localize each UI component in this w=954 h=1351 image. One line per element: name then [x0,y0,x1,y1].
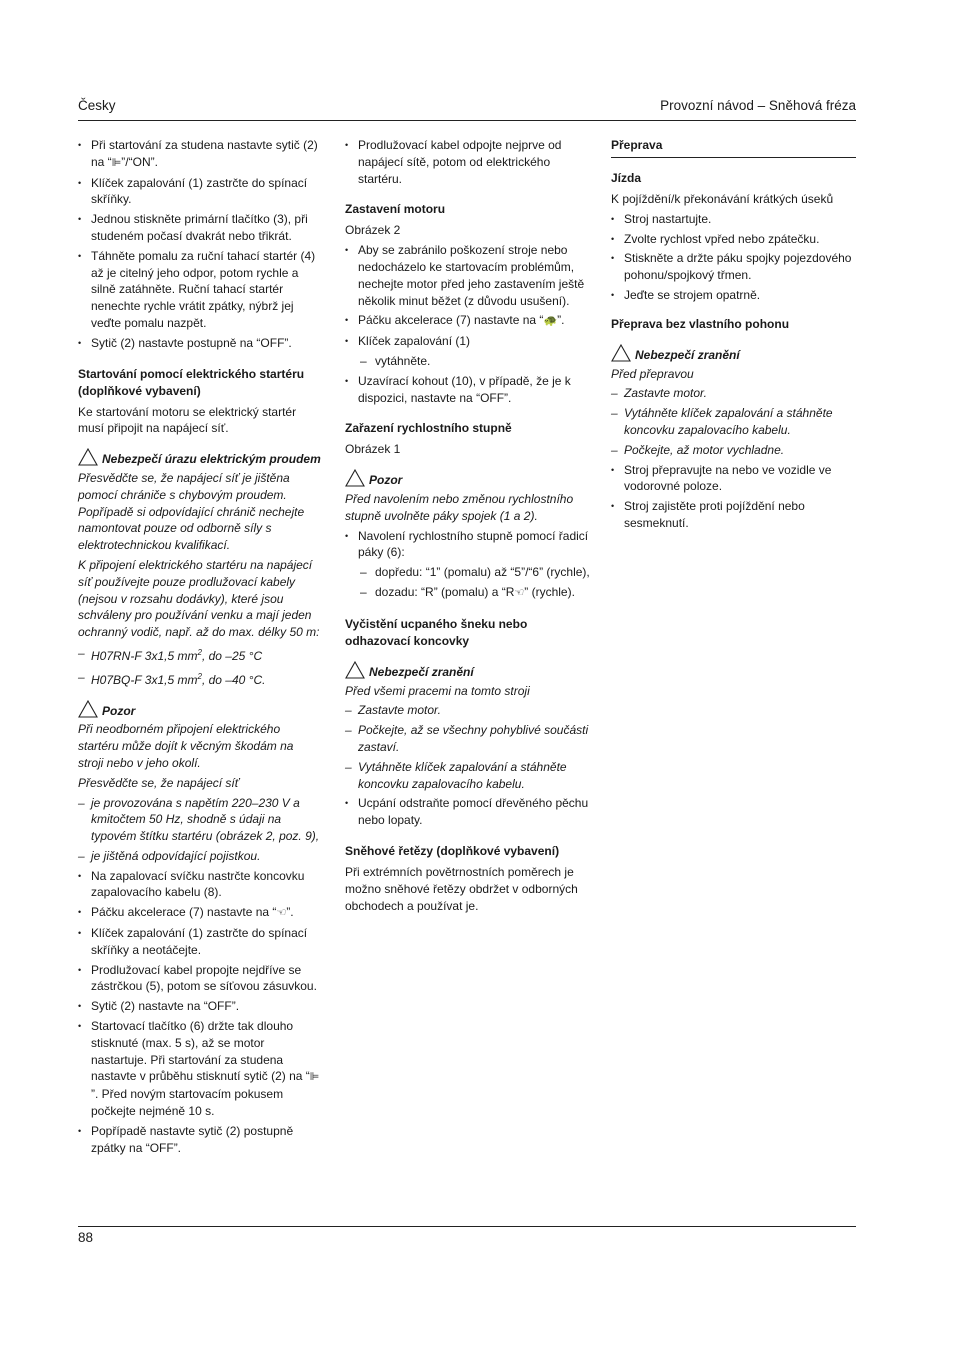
list-item: • Klíček zapalování (1) zastrčte do spínací skříňky. [78,175,322,209]
list-item: • Klíček zapalování (1) zastrčte do spínací skříňky a neotáčejte. [78,925,322,959]
section-heading: Startování pomocí elektrického startéru (doplňkové vybavení) [78,366,305,398]
section-heading: Zastavení motoru [345,202,446,217]
warning-heading: Nebezpečí úrazu elektrickým proudem [78,451,322,468]
paragraph: Obrázek 1 [345,442,401,457]
footer-rule [78,1226,856,1227]
list-item: • Ucpání odstraňte pomocí dřevěného pěchu nebo lopaty. [345,795,591,829]
list-item: • Aby se zabránilo poškození stroje nebo nedocházelo ke startovacím problémům, nechejte motor před jeho zastavením ještě několik minut běžet (z důvodu usušení). [345,242,591,309]
list-item: • Startovací tlačítko (6) držte tak dlouho stisknuté (max. 5 s), až se motor nastartuje. Při startování za studena nastavte v průběhu stisknutí sytič (2) na “⊫”. Před novým startovacím pokusem počkejte nejméně 10 s. [78,1018,322,1120]
paragraph: Před všemi pracemi na tomto stroji [345,683,530,698]
header-title: Provozní návod – Sněhová fréza [660,98,856,113]
list-item: • Uzavírací kohout (10), v případě, že je k dispozici, nastavte na “OFF”. [345,373,591,407]
list-item: • Prodlužovací kabel odpojte nejprve od napájecí sítě, potom od elektrického startéru. [345,137,591,187]
list-item: • Stroj přepravujte na nebo ve vozidle ve vodorovné poloze. [611,462,856,496]
list-item: • Popřípadě nastavte sytič (2) postupně zpátky na “OFF”. [78,1123,322,1157]
warning-heading: Nebezpečí zranění [345,664,591,681]
list-item: • Prodlužovací kabel propojte nejdříve se zástrčkou (5), potom se síťovou zásuvkou. [78,962,322,996]
list-item: – Zastavte motor. [611,385,856,402]
list-item: • Stroj nastartujte. [611,211,856,228]
warning-heading: Pozor [78,703,322,720]
list-item: • Táhněte pomalu za ruční tahací startér (4) až je citelný jeho odpor, potom rychle a silně zatáhněte. Ruční tahací startér nenechte rychle vrátit zpátky, nýbrž jej veďte pomalu nazpět. [78,248,322,332]
list-item: • Jednou stiskněte primární tlačítko (3), při studeném počasí dvakrát nebo třikrát. [78,211,322,245]
warning-triangle-icon [345,661,365,679]
list-item: – dozadu: “R” (pomalu) a “R☜” (rychle). [345,584,591,602]
paragraph: Při neodborném připojení elektrického startéru může dojít k věcným škodám na stroji nebo v jeho okolí. [78,722,294,770]
warning-triangle-icon [345,469,365,487]
paragraph: Před navolením nebo změnou rychlostního stupně uvolněte páky spojek (1 a 2). [345,491,574,523]
column-1 [78,137,322,1159]
list-item: – vytáhněte. [345,353,591,370]
list-item: – Vytáhněte klíček zapalování a stáhněte koncovku zapalovacího kabelu. [611,405,856,439]
paragraph: K připojení elektrického startéru na napájecí síť používejte pouze prodlužovací kabely (nejsou v rozsahu dodávky), které jsou schváleny pro používání venku a mají jeden ochranný vodič, např. až do max. délky 50 m: [78,557,320,640]
paragraph: Před přepravou [611,366,694,381]
hand-icon: ☜ [514,586,525,599]
list-item: – H07RN-F 3x1,5 $mm^2$, do –25 °C [78,645,322,665]
list-item: – Počkejte, až motor vychladne. [611,442,856,459]
section-heading: Sněhové řetězy (doplňkové vybavení) [345,843,560,858]
subsection-heading: Přeprava bez vlastního pohonu [611,316,790,331]
warning-triangle-icon [78,700,98,718]
list-item: • Jeďte se strojem opatrně. [611,287,856,304]
list-item: • Navolení rychlostního stupně pomocí řadicí páky (6): [345,528,591,562]
list-item: • Klíček zapalování (1) [345,333,591,350]
list-item: – H07BQ-F 3x1,5 $mm^2$, do –40 °C. [78,669,322,689]
list-item: • Sytič (2) nastavte na “OFF”. [78,998,322,1015]
list-item: – je provozována s napětím 220–230 V a kmitočtem 50 Hz, shodně s údaji na typovém štítku startéru (obrázek 2, poz. 9), [78,795,322,845]
warning-triangle-icon [78,448,98,466]
list-item: • Na zapalovací svíčku nastrčte koncovku zapalovacího kabelu (8). [78,868,322,902]
turtle-icon: 🐢 [543,315,558,328]
list-item: – je jištěná odpovídající pojistkou. [78,848,322,865]
warning-triangle-icon [611,344,631,362]
paragraph: K pojíždění/k překonávání krátkých úseků [611,192,834,206]
header-rule [78,120,856,121]
choke-icon: ⊫ [309,1071,320,1084]
section-heading: Přeprava [611,137,856,158]
list-item: • Stiskněte a držte páku spojky pojezdového pohonu/spojkový třmen. [611,250,856,284]
column-3 [611,137,856,535]
list-item: • Při startování za studena nastavte sytič (2) na “⊫”/“ON”. [78,137,322,172]
paragraph: Přesvědčte se, že napájecí síť je jištěna pomocí chrániče s chybovým proudem. Popřípadě si odpovídající chránič nechejte namontovat pouze od odborně síly s elektrotechnickou kvalifikací. [78,470,305,553]
warning-heading: Nebezpečí zranění [611,347,856,364]
subsection-heading: Jízda [611,171,642,185]
choke-hand-icon: ☜ [276,907,287,920]
paragraph: Obrázek 2 [345,223,401,238]
list-item: • Sytič (2) nastavte postupně na “OFF”. [78,335,322,352]
header-language: Česky [78,98,116,113]
choke-icon: ⊫ [111,156,122,169]
paragraph: Ke startování motoru se elektrický startér musí připojit na napájecí síť. [78,404,297,436]
list-item: • Stroj zajistěte proti pojíždění nebo sesmeknutí. [611,498,856,532]
paragraph: Při extrémních povětrnostních poměrech je možno sněhové řetězy obdržet v odborných obchodech a používat je. [345,864,578,913]
list-item: • Páčku akcelerace (7) nastavte na “☜”. [78,904,322,922]
column-2 [345,137,591,917]
list-item: – Zastavte motor. [345,702,591,719]
page-number: 88 [78,1230,94,1245]
list-item: – dopředu: “1” (pomalu) až “5”/“6” (rychle), [345,564,591,581]
section-heading: Zařazení rychlostního stupně [345,421,512,436]
paragraph: Přesvědčte se, že napájecí síť [78,775,239,790]
section-heading: Vyčistění ucpaného šneku nebo odhazovací koncovky [345,616,528,648]
list-item: • Páčku akcelerace (7) nastavte na “🐢”. [345,312,591,330]
list-item: – Vytáhněte klíček zapalování a stáhněte koncovku zapalovacího kabelu. [345,759,591,793]
warning-heading: Pozor [345,472,591,489]
list-item: – Počkejte, až se všechny pohyblivé součásti zastaví. [345,722,591,756]
list-item: • Zvolte rychlost vpřed nebo zpátečku. [611,231,856,248]
